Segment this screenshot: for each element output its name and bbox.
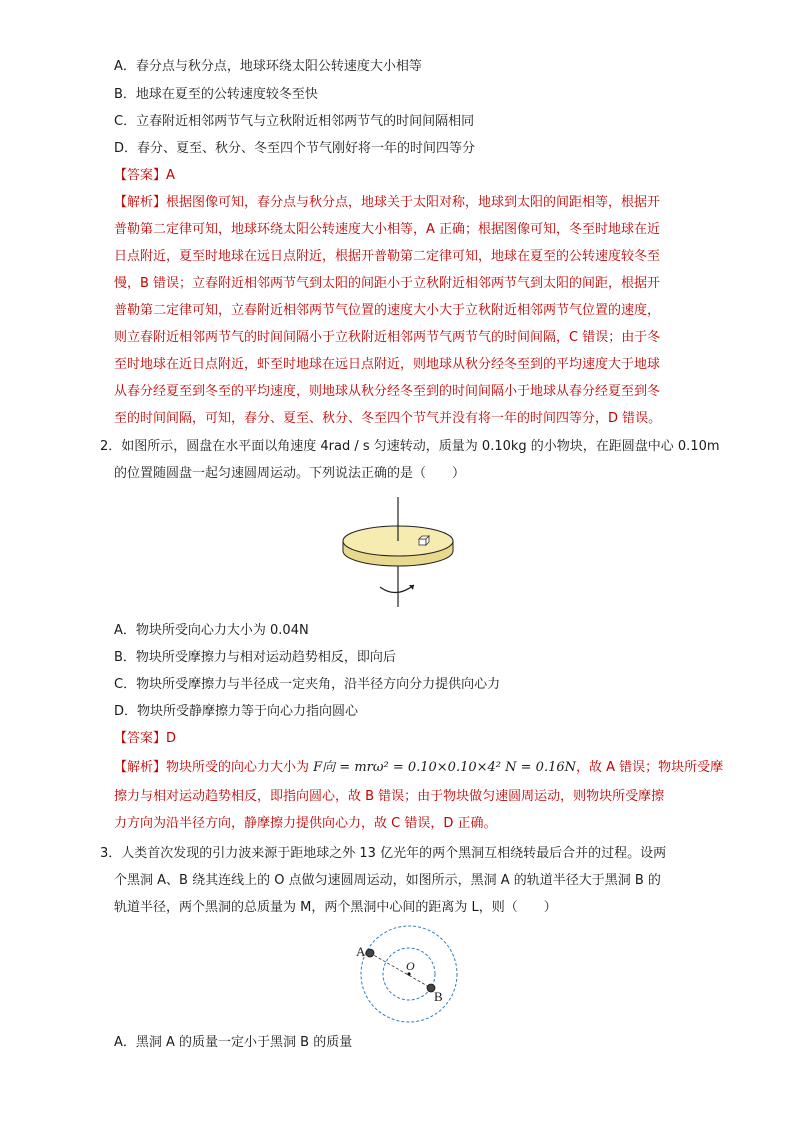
black-hole-orbits-figure bbox=[348, 920, 466, 1028]
q1-analysis-line-9: 至的时间间隔，可知，春分、夏至、秋分、冬至四个节气并没有将一年的时间四等分，D 错误。 bbox=[114, 411, 662, 426]
q1-analysis-line-6: 则立春附近相邻两节气的时间间隔小于立秋附近相邻两节气两节气的时间间隔，C 错误；由于冬 bbox=[114, 330, 661, 345]
q3-option-a: A．黑洞 A 的质量一定小于黑洞 B 的质量 bbox=[114, 1035, 353, 1050]
q2-answer-label: 【答案】 bbox=[114, 731, 167, 746]
q1-answer-value: A bbox=[166, 168, 175, 183]
q2-option-b: B．物块所受摩擦力与相对运动趋势相反，即向后 bbox=[114, 650, 396, 665]
small-block bbox=[419, 536, 429, 545]
q1-analysis-text-1: 根据图像可知，春分点与秋分点，地球关于太阳对称，地球到太阳的间距相等，根据开 bbox=[166, 195, 661, 210]
q3-stem-line-1: 3．人类首次发现的引力波来源于距地球之外 13 亿光年的两个黑洞互相绕转最后合并的过程。设两 bbox=[100, 846, 667, 861]
q1-analysis-line-7: 至时地球在近日点附近，虾至时地球在远日点附近，则地球从秋分经冬至到的平均速度大于地球 bbox=[114, 357, 661, 372]
label-o: O bbox=[406, 959, 415, 973]
black-hole-a bbox=[366, 949, 374, 957]
q1-analysis-line-3: 日点附近，夏至时地球在远日点附近，根据开普勒第二定律可知，地球在夏至的公转速度较冬至 bbox=[114, 249, 661, 264]
q2-analysis-line-3: 力方向为沿半径方向，静摩擦力提供向心力，故 C 错误，D 正确。 bbox=[114, 816, 497, 831]
rotation-arrow-path bbox=[380, 585, 414, 593]
q2-stem-line-1: 2．如图所示，圆盘在水平面以角速度 4rad / s 匀速转动，质量为 0.10kg 的小物块，在距圆盘中心 0.10m bbox=[100, 439, 720, 454]
q1-analysis-line-2: 普勒第二定律可知，地球环绕太阳公转速度大小相等，A 正确；根据图像可知，冬至时地球在近 bbox=[114, 222, 661, 237]
q3-stem-line-2: 个黑洞 A、B 绕其连线上的 O 点做匀速圆周运动，如图所示，黑洞 A 的轨道半径大于黑洞 B 的 bbox=[114, 873, 661, 888]
q2-analysis-label: 【解析】 bbox=[114, 760, 167, 775]
q1-analysis-line-8: 从春分经夏至到冬至的平均速度，则地球从秋分经冬至到的时间间隔小于地球从春分经夏至到冬 bbox=[114, 384, 661, 399]
q2-analysis-line-2: 擦力与相对运动趋势相反，即指向圆心，故 B 错误；由于物块做匀速圆周运动，则物块所受摩擦 bbox=[114, 789, 665, 804]
q1-answer bbox=[114, 166, 175, 186]
q2-option-a: A．物块所受向心力大小为 0.04N bbox=[114, 623, 309, 638]
q2-analysis-text-1b: ，故 A 错误；物块所受摩 bbox=[576, 760, 724, 775]
q2-stem-line-2: 的位置随圆盘一起匀速圆周运动。下列说法正确的是（ ） bbox=[114, 466, 466, 481]
rotating-disc-figure bbox=[336, 495, 466, 610]
q1-option-a: A．春分点与秋分点，地球环绕太阳公转速度大小相等 bbox=[114, 59, 422, 74]
q1-answer-label: 【答案】 bbox=[114, 168, 167, 183]
connecting-line bbox=[370, 953, 431, 988]
q1-analysis-label: 【解析】 bbox=[114, 195, 167, 210]
q2-option-c: C．物块所受摩擦力与半径成一定夹角，沿半径方向分力提供向心力 bbox=[114, 677, 501, 692]
q1-option-d: D．春分、夏至、秋分、冬至四个节气刚好将一年的时间四等分 bbox=[114, 141, 476, 156]
q2-analysis-line-1 bbox=[114, 758, 723, 778]
q1-option-b: B．地球在夏至的公转速度较冬至快 bbox=[114, 87, 318, 102]
q1-analysis-line-4: 慢，B 错误；立春附近相邻两节气到太阳的间距小于立秋附近相邻两节气到太阳的间距，根据开 bbox=[114, 276, 661, 291]
q1-analysis-line-1 bbox=[114, 193, 660, 213]
q2-answer-value: D bbox=[166, 731, 177, 746]
q3-stem-line-3: 轨道半径，两个黑洞的总质量为 M，两个黑洞中心间的距离为 L，则（ ） bbox=[114, 900, 557, 915]
q2-analysis-text-1a: 物块所受的向心力大小为 bbox=[166, 760, 314, 775]
q1-analysis-line-5: 普勒第二定律可知，立春附近相邻两节气位置的速度大小大于立秋附近相邻两节气位置的速度， bbox=[114, 303, 661, 318]
q2-option-d: D．物块所受静摩擦力等于向心力指向圆心 bbox=[114, 704, 359, 719]
q2-answer bbox=[114, 729, 176, 749]
label-a: A bbox=[356, 944, 366, 959]
centripetal-formula: F向 = mrω² = 0.10×0.10×4² N = 0.16N bbox=[313, 760, 576, 775]
q1-option-c: C．立春附近相邻两节气与立秋附近相邻两节气的时间间隔相同 bbox=[114, 114, 475, 129]
label-b: B bbox=[434, 989, 443, 1004]
